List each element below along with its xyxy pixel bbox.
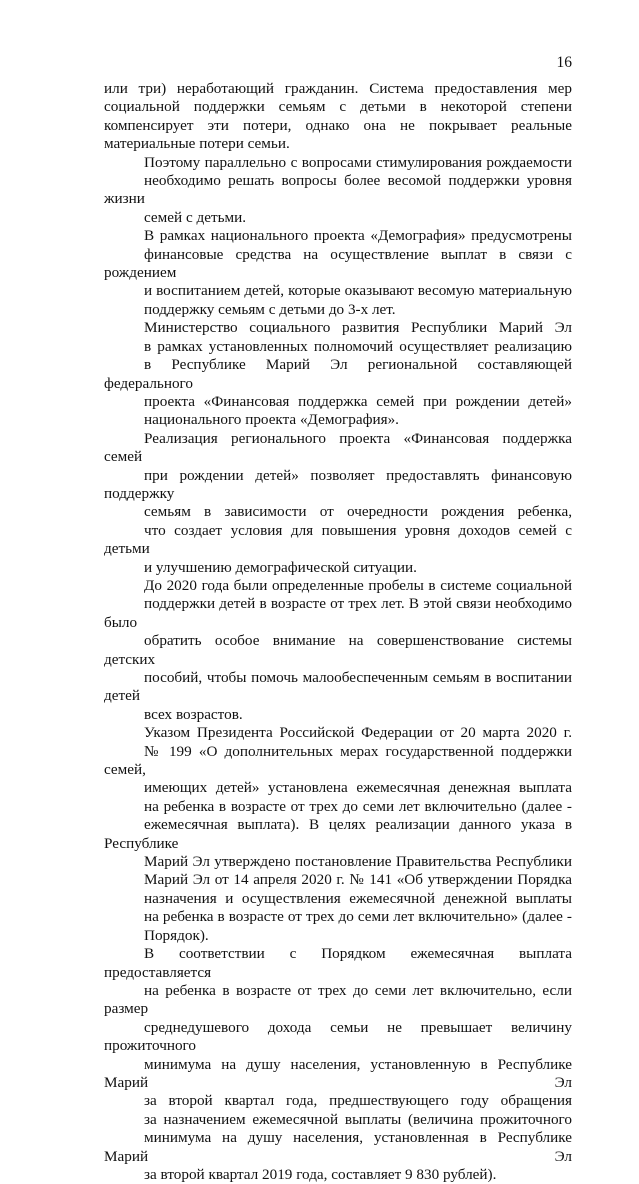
text-line: минимума на душу населения, установленную в Республике Марий Эл xyxy=(104,1055,572,1091)
text-line: среднедушевого дохода семьи не превышает величину прожиточного xyxy=(104,1018,572,1055)
body-text xyxy=(104,80,572,1184)
text-line: и улучшению демографической ситуации. xyxy=(144,558,417,576)
text-line: компенсирует эти потери, однако она не покрывает реальные xyxy=(104,116,572,134)
paragraph xyxy=(104,430,572,577)
text-line: семьям в зависимости от очередности рождения ребенка, xyxy=(144,503,572,521)
text-line: Реализация регионального проекта «Финансовая поддержка семей xyxy=(104,429,572,466)
text-line: В рамках национального проекта «Демография» предусмотрены xyxy=(144,227,572,245)
text-line: назначения и осуществления ежемесячной денежной выплаты xyxy=(144,889,572,907)
text-line: ежемесячная выплата). В целях реализации данного указа в Республике xyxy=(104,816,572,852)
text-line: при рождении детей» позволяет предоставлять финансовую поддержку xyxy=(104,466,572,502)
text-line: минимума на душу населения, установленная в Республике Марий Эл xyxy=(104,1129,572,1165)
paragraph xyxy=(104,319,572,429)
text-line: № 199 «О дополнительных мерах государственной поддержки семей, xyxy=(104,742,572,779)
text-line: на ребенка в возрасте от трех до семи лет включительно» (далее - xyxy=(144,908,572,926)
text-line: пособий, чтобы помочь малообеспеченным семьям в воспитании детей xyxy=(104,669,572,705)
text-line: что создает условия для повышения уровня доходов семей с детьми xyxy=(104,521,572,558)
text-line: Поэтому параллельно с вопросами стимулирования рождаемости xyxy=(144,153,572,171)
text-line: национального проекта «Демография». xyxy=(144,411,399,429)
text-line: на ребенка в возрасте от трех до семи лет включительно (далее - xyxy=(144,797,572,815)
paragraph xyxy=(104,577,572,724)
text-line: Порядок). xyxy=(144,926,209,944)
paragraph xyxy=(104,945,572,1184)
text-line: Марий Эл от 14 апреля 2020 г. № 141 «Об утверждении Порядка xyxy=(144,871,572,889)
text-line: Марий Эл утверждено постановление Правительства Республики xyxy=(144,853,572,871)
paragraph xyxy=(104,80,572,154)
text-line: или три) неработающий гражданин. Система предоставления мер xyxy=(104,80,572,97)
paragraph xyxy=(104,724,572,945)
text-line: До 2020 года были определенные пробелы в системе социальной xyxy=(144,576,572,594)
text-line: за второй квартал 2019 года, составляет 9 830 рублей). xyxy=(144,1165,497,1183)
text-line: в рамках установленных полномочий осуществляет реализацию xyxy=(144,337,572,355)
page-number: 16 xyxy=(556,54,572,71)
text-line: имеющих детей» установлена ежемесячная денежная выплата xyxy=(144,779,572,797)
text-line: Указом Президента Российской Федерации от 20 марта 2020 г. xyxy=(144,724,572,742)
text-line: в Республике Марий Эл региональной составляющей федерального xyxy=(104,356,572,392)
text-line: всех возрастов. xyxy=(144,705,243,723)
text-line: финансовые средства на осуществление выплат в связи с рождением xyxy=(104,245,572,282)
text-line: проекта «Финансовая поддержка семей при рождении детей» xyxy=(144,392,572,410)
text-line: и воспитанием детей, которые оказывают весомую материальную xyxy=(144,282,572,300)
text-line: поддержки детей в возрасте от трех лет. В этой связи необходимо было xyxy=(104,595,572,631)
text-line: необходимо решать вопросы более весомой поддержки уровня жизни xyxy=(104,172,572,208)
text-line: на ребенка в возрасте от трех до семи лет включительно, если размер xyxy=(104,981,572,1018)
text-line: за назначением ежемесячной выплаты (величина прожиточного xyxy=(144,1110,572,1128)
text-line: семей с детьми. xyxy=(144,208,247,226)
text-line: за второй квартал года, предшествующего году обращения xyxy=(144,1092,572,1110)
paragraph xyxy=(104,154,572,228)
text-line: Министерство социального развития Республики Марий Эл xyxy=(144,319,572,337)
text-line: В соответствии с Порядком ежемесячная выплата предоставляется xyxy=(104,945,572,981)
text-line: материальные потери семьи. xyxy=(104,135,290,153)
paragraph xyxy=(104,227,572,319)
text-line: поддержку семьям с детьми до 3-х лет. xyxy=(144,300,396,318)
text-line: обратить особое внимание на совершенствование системы детских xyxy=(104,632,572,668)
text-line: социальной поддержки семьям с детьми в некоторой степени xyxy=(104,98,572,116)
